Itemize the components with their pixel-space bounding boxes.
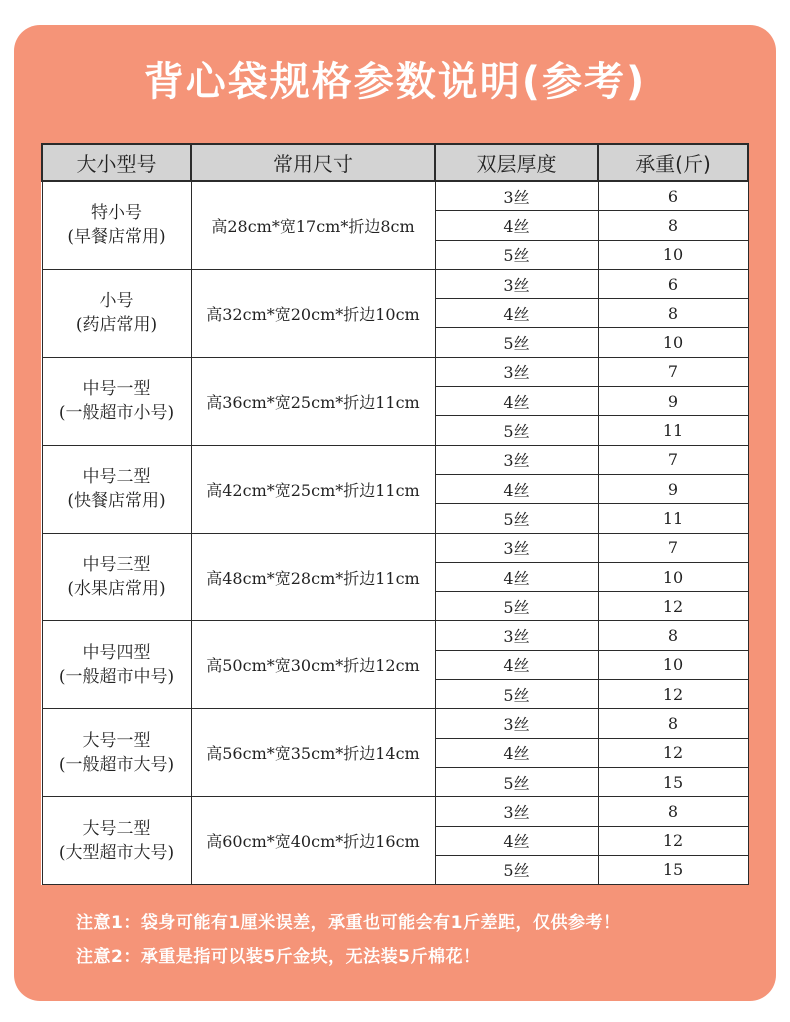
table-row (42, 269, 748, 298)
model-usage: (药店常用) (75, 315, 158, 336)
weight-cell: 9 (598, 474, 748, 503)
thickness-cell: 3丝 (435, 445, 598, 474)
weight-cell: 12 (598, 738, 748, 767)
model-cell (42, 357, 191, 445)
size-cell: 高60cm*宽40cm*折边16cm (191, 797, 435, 885)
thickness-cell: 3丝 (435, 709, 598, 738)
table-row (42, 709, 748, 738)
thickness-cell: 5丝 (435, 855, 598, 884)
page-title: 背心袋规格参数说明(参考) (143, 59, 647, 105)
weight-cell: 15 (598, 767, 748, 796)
weight-cell: 12 (598, 826, 748, 855)
thickness-cell: 4丝 (435, 650, 598, 679)
model-name: 中号二型 (82, 467, 151, 488)
thickness-cell: 5丝 (435, 592, 598, 621)
weight-cell: 15 (598, 855, 748, 884)
table-row (42, 797, 748, 826)
thickness-cell: 3丝 (435, 269, 598, 298)
weight-cell: 10 (598, 328, 748, 357)
model-usage: (一般超市大号) (58, 754, 175, 775)
weight-cell: 7 (598, 533, 748, 562)
size-cell: 高36cm*宽25cm*折边11cm (191, 357, 435, 445)
note-2: 注意2：承重是指可以装5斤金块，无法装5斤棉花！ (76, 947, 481, 967)
model-usage: (水果店常用) (67, 579, 166, 599)
header-size: 常用尺寸 (191, 144, 435, 181)
thickness-cell: 5丝 (435, 767, 598, 796)
thickness-cell: 4丝 (435, 387, 598, 416)
note-1: 注意1：袋身可能有1厘米误差，承重也可能会有1斤差距，仅供参考！ (76, 913, 621, 933)
header-model: 大小型号 (42, 144, 191, 181)
notes (76, 906, 621, 974)
model-cell (42, 181, 191, 269)
model-name: 大号二型 (82, 818, 151, 839)
thickness-cell: 5丝 (435, 680, 598, 709)
model-cell (42, 533, 191, 621)
weight-cell: 8 (598, 299, 748, 328)
model-name: 特小号 (91, 203, 142, 224)
thickness-cell: 3丝 (435, 533, 598, 562)
weight-cell: 6 (598, 269, 748, 298)
weight-cell: 8 (598, 211, 748, 240)
table-row (42, 181, 748, 211)
model-usage: (快餐店常用) (67, 491, 166, 512)
weight-cell: 10 (598, 240, 748, 269)
thickness-cell: 5丝 (435, 504, 598, 533)
spec-table (41, 143, 749, 885)
weight-cell: 11 (598, 504, 748, 533)
weight-cell: 12 (598, 680, 748, 709)
weight-cell: 11 (598, 416, 748, 445)
weight-cell: 12 (598, 592, 748, 621)
size-cell: 高50cm*宽30cm*折边12cm (191, 621, 435, 709)
weight-cell: 10 (598, 562, 748, 591)
model-name: 中号一型 (82, 379, 151, 400)
table-header-row (42, 144, 748, 181)
table-row (42, 445, 748, 474)
thickness-cell: 4丝 (435, 211, 598, 240)
table-row (42, 621, 748, 650)
weight-cell: 7 (598, 445, 748, 474)
thickness-cell: 4丝 (435, 562, 598, 591)
model-usage: (一般超市中号) (58, 666, 175, 687)
model-usage: (早餐店常用) (67, 227, 166, 248)
model-name: 大号一型 (82, 730, 151, 751)
weight-cell: 8 (598, 709, 748, 738)
model-cell (42, 797, 191, 885)
model-name: 小号 (99, 291, 134, 312)
model-cell (42, 709, 191, 797)
model-cell (42, 621, 191, 709)
thickness-cell: 4丝 (435, 826, 598, 855)
model-usage: (大型超市大号) (58, 842, 175, 863)
thickness-cell: 5丝 (435, 240, 598, 269)
model-name: 中号三型 (82, 555, 151, 575)
thickness-cell: 4丝 (435, 299, 598, 328)
weight-cell: 8 (598, 797, 748, 826)
weight-cell: 8 (598, 621, 748, 650)
thickness-cell: 4丝 (435, 738, 598, 767)
header-weight: 承重(斤) (598, 144, 748, 181)
table-body (42, 181, 748, 885)
table-row (42, 533, 748, 562)
header-thickness: 双层厚度 (435, 144, 598, 181)
model-cell (42, 269, 191, 357)
thickness-cell: 3丝 (435, 621, 598, 650)
size-cell: 高42cm*宽25cm*折边11cm (191, 445, 435, 533)
size-cell: 高48cm*宽28cm*折边11cm (191, 533, 435, 621)
thickness-cell: 3丝 (435, 181, 598, 211)
table-row (42, 357, 748, 386)
thickness-cell: 5丝 (435, 328, 598, 357)
weight-cell: 9 (598, 387, 748, 416)
size-cell: 高56cm*宽35cm*折边14cm (191, 709, 435, 797)
size-cell: 高28cm*宽17cm*折边8cm (191, 181, 435, 269)
model-name: 中号四型 (82, 642, 151, 663)
size-cell: 高32cm*宽20cm*折边10cm (191, 269, 435, 357)
model-cell (42, 445, 191, 533)
model-usage: (一般超市小号) (58, 403, 175, 424)
thickness-cell: 4丝 (435, 474, 598, 503)
thickness-cell: 3丝 (435, 357, 598, 386)
weight-cell: 7 (598, 357, 748, 386)
weight-cell: 10 (598, 650, 748, 679)
weight-cell: 6 (598, 181, 748, 211)
thickness-cell: 3丝 (435, 797, 598, 826)
thickness-cell: 5丝 (435, 416, 598, 445)
